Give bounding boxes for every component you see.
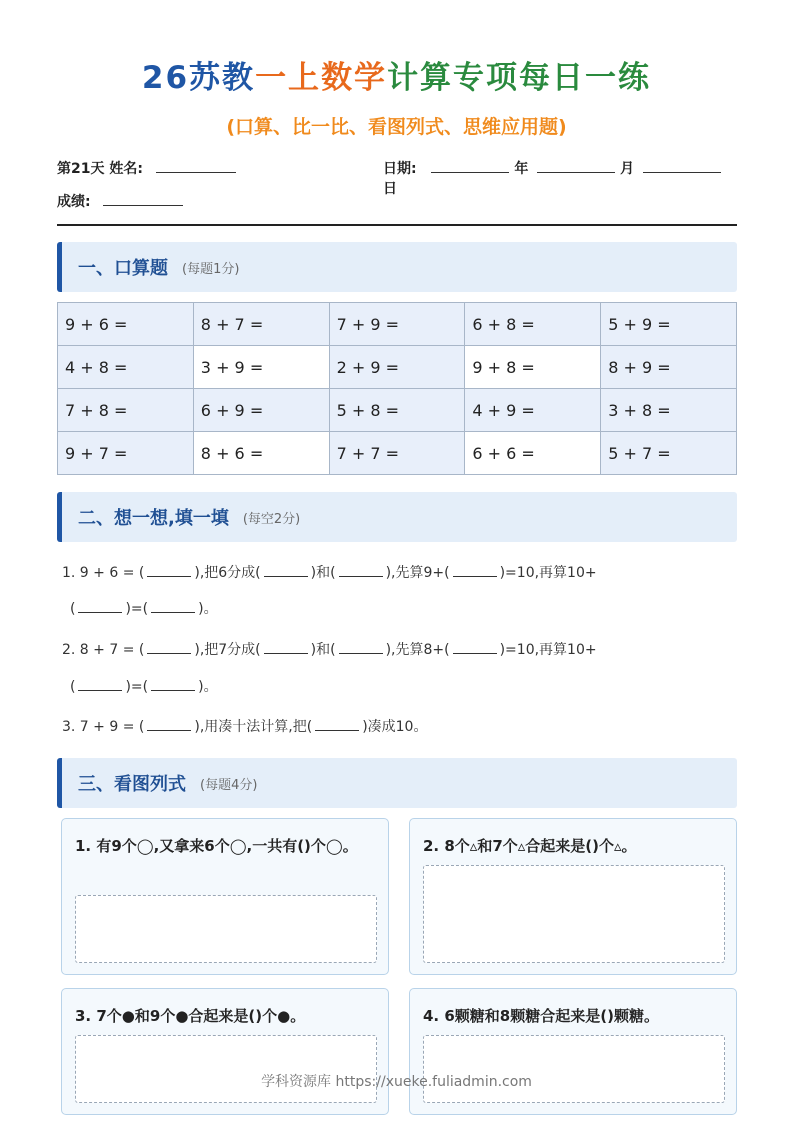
calc-cell[interactable]: 7 + 8 = bbox=[58, 389, 194, 432]
calc-cell[interactable]: 7 + 7 = bbox=[329, 432, 465, 475]
card-question: 1. 有9个◯,又拿来6个◯,一共有()个◯。 bbox=[75, 837, 358, 855]
answer-blank[interactable] bbox=[151, 680, 195, 691]
answer-blank[interactable] bbox=[453, 566, 497, 577]
answer-blank[interactable] bbox=[339, 566, 383, 577]
answer-blank[interactable] bbox=[147, 643, 191, 654]
card-question: 3. 7个●和9个●合起来是()个●。 bbox=[75, 1007, 306, 1025]
question-text: 2. 8 + 7 = ( bbox=[62, 642, 145, 658]
question-text: 1. 9 + 6 = ( bbox=[62, 565, 145, 581]
answer-box[interactable] bbox=[423, 865, 725, 963]
month-label: 月 bbox=[620, 161, 635, 177]
question-text: )=10,再算10+ bbox=[499, 565, 597, 581]
year-field[interactable] bbox=[431, 161, 509, 173]
picture-question-card bbox=[409, 988, 737, 1115]
card-question: 2. 8个▵和7个▵合起来是()个▵。 bbox=[423, 837, 637, 855]
answer-blank[interactable] bbox=[78, 680, 122, 691]
answer-box[interactable] bbox=[75, 895, 377, 963]
calc-cell[interactable]: 5 + 7 = bbox=[601, 432, 737, 475]
fill-question-2-line-1 bbox=[62, 639, 597, 659]
card-question: 4. 6颗糖和8颗糖合起来是()颗糖。 bbox=[423, 1007, 659, 1025]
month-field[interactable] bbox=[537, 161, 615, 173]
question-text: )=( bbox=[125, 601, 149, 617]
question-text: ),先算9+( bbox=[385, 565, 450, 581]
page-subtitle: (口算、比一比、看图列式、思维应用题) bbox=[226, 116, 567, 138]
calc-cell[interactable]: 6 + 8 = bbox=[465, 303, 601, 346]
name-label: 姓名: bbox=[109, 161, 143, 177]
title-part-grade: 26苏教 bbox=[141, 60, 256, 96]
answer-blank[interactable] bbox=[264, 643, 308, 654]
calc-cell[interactable]: 6 + 6 = bbox=[465, 432, 601, 475]
picture-question-card bbox=[409, 818, 737, 975]
fill-question-3 bbox=[62, 716, 427, 736]
question-text: ),用凑十法计算,把( bbox=[194, 719, 313, 735]
question-text: ),把6分成( bbox=[194, 565, 261, 581]
question-text: )。 bbox=[198, 679, 218, 695]
name-field[interactable] bbox=[156, 161, 236, 173]
question-text: )凑成10。 bbox=[362, 719, 428, 735]
title-part-term: 一上 bbox=[255, 60, 322, 96]
question-text: ( bbox=[70, 679, 76, 695]
day-field[interactable] bbox=[643, 161, 721, 173]
calc-cell[interactable]: 6 + 9 = bbox=[193, 389, 329, 432]
section-title: 二、想一想,填一填 bbox=[78, 508, 229, 529]
question-text: )=( bbox=[125, 679, 149, 695]
answer-blank[interactable] bbox=[151, 602, 195, 613]
question-text: )和( bbox=[310, 565, 336, 581]
page-title bbox=[0, 52, 793, 97]
section-score-note: (每题4分) bbox=[200, 777, 258, 793]
answer-blank[interactable] bbox=[147, 566, 191, 577]
calc-cell[interactable]: 3 + 8 = bbox=[601, 389, 737, 432]
section-heading-picture-equations bbox=[57, 758, 737, 808]
answer-box[interactable] bbox=[75, 1035, 377, 1103]
section-title: 三、看图列式 bbox=[78, 774, 186, 795]
table-row bbox=[58, 389, 737, 432]
info-row-score bbox=[57, 191, 183, 211]
score-label: 成绩: bbox=[57, 194, 91, 210]
question-text: )。 bbox=[198, 601, 218, 617]
calc-cell[interactable]: 9 + 8 = bbox=[465, 346, 601, 389]
calc-cell[interactable]: 8 + 6 = bbox=[193, 432, 329, 475]
section-score-note: (每空2分) bbox=[242, 511, 301, 527]
calc-cell[interactable]: 3 + 9 = bbox=[193, 346, 329, 389]
calc-cell[interactable]: 5 + 9 = bbox=[601, 303, 737, 346]
date-label: 日期: bbox=[383, 161, 417, 177]
picture-question-card bbox=[61, 988, 389, 1115]
year-label: 年 bbox=[514, 161, 529, 177]
calc-cell[interactable]: 2 + 9 = bbox=[329, 346, 465, 389]
calc-cell[interactable]: 8 + 7 = bbox=[193, 303, 329, 346]
section-score-note: (每题1分) bbox=[182, 261, 240, 277]
title-part-topic: 计算专项每日一练 bbox=[387, 60, 652, 96]
title-part-subject: 数学 bbox=[321, 60, 388, 96]
question-text: )和( bbox=[310, 642, 336, 658]
calc-cell[interactable]: 4 + 9 = bbox=[465, 389, 601, 432]
table-row bbox=[58, 346, 737, 389]
answer-blank[interactable] bbox=[315, 720, 359, 731]
question-text: ),把7分成( bbox=[194, 642, 261, 658]
calc-cell[interactable]: 9 + 7 = bbox=[58, 432, 194, 475]
date-group bbox=[383, 158, 737, 198]
question-text: 3. 7 + 9 = ( bbox=[62, 719, 145, 735]
info-row-top bbox=[57, 158, 737, 197]
question-text: ( bbox=[70, 601, 76, 617]
answer-blank[interactable] bbox=[264, 566, 308, 577]
answer-blank[interactable] bbox=[453, 643, 497, 654]
day-label: 第21天 bbox=[57, 161, 105, 177]
calc-cell[interactable]: 8 + 9 = bbox=[601, 346, 737, 389]
answer-blank[interactable] bbox=[339, 643, 383, 654]
calc-cell[interactable]: 4 + 8 = bbox=[58, 346, 194, 389]
answer-blank[interactable] bbox=[78, 602, 122, 613]
section-heading-mental-math bbox=[57, 242, 737, 292]
section-title: 一、口算题 bbox=[78, 258, 168, 279]
question-text: )=10,再算10+ bbox=[499, 642, 597, 658]
table-row bbox=[58, 432, 737, 475]
answer-blank[interactable] bbox=[147, 720, 191, 731]
day-unit-label: 日 bbox=[383, 181, 397, 197]
fill-question-1-line-1 bbox=[62, 562, 597, 582]
table-row bbox=[58, 303, 737, 346]
score-field[interactable] bbox=[103, 194, 183, 206]
fill-question-2-line-2 bbox=[70, 676, 218, 696]
question-text: ),先算8+( bbox=[385, 642, 450, 658]
calc-cell[interactable]: 9 + 6 = bbox=[58, 303, 194, 346]
fill-question-1-line-2 bbox=[70, 598, 218, 618]
calc-cell[interactable]: 5 + 8 = bbox=[329, 389, 465, 432]
answer-box[interactable] bbox=[423, 1035, 725, 1103]
watermark-text: 学科资源库 https://xueke.fuliadmin.com bbox=[261, 1074, 532, 1090]
calc-cell[interactable]: 7 + 9 = bbox=[329, 303, 465, 346]
section-heading-fill-in bbox=[57, 492, 737, 542]
mental-math-table bbox=[57, 302, 737, 475]
picture-question-card bbox=[61, 818, 389, 975]
header-divider bbox=[57, 224, 737, 226]
